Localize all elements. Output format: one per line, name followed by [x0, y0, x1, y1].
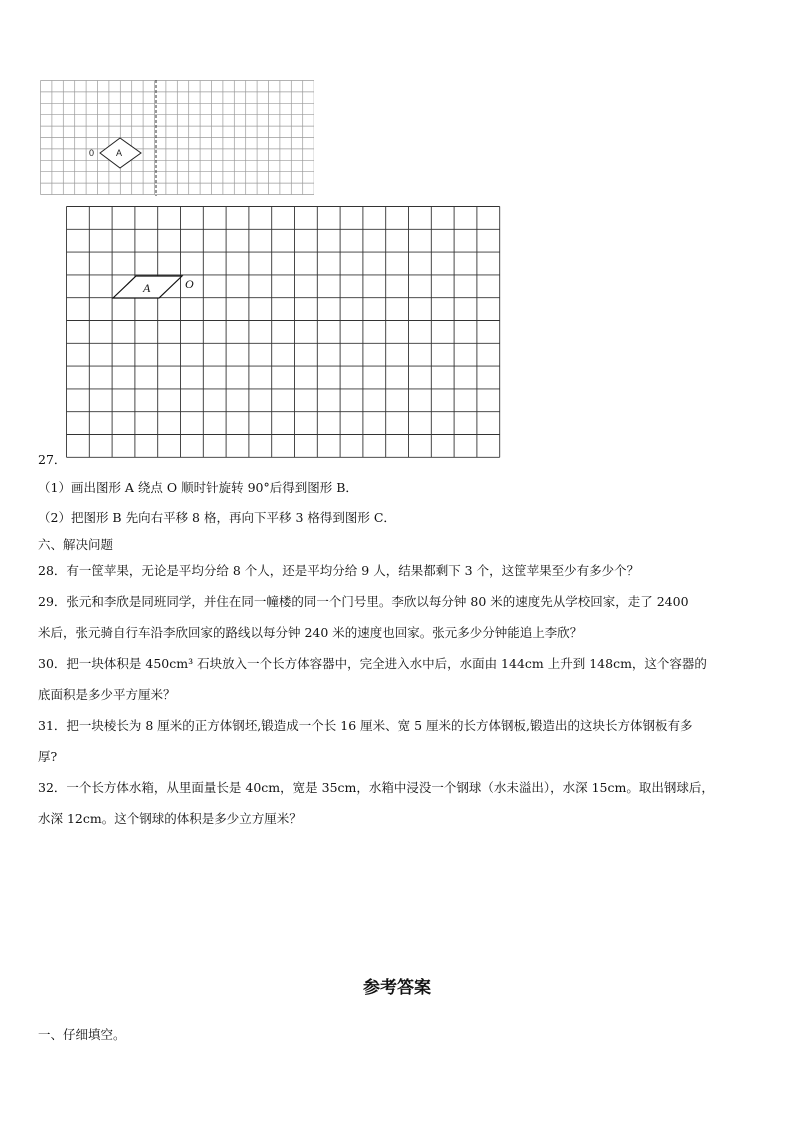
question-32-line2: 水深 12cm。这个钢球的体积是多少立方厘米？ [38, 811, 302, 826]
point-label-0: 0 [89, 148, 95, 158]
question-29-line2: 米后，张元骑自行车沿李欣回家的路线以每分钟 240 米的速度也回家。张元多少分钟能追上李欣？ [38, 625, 583, 640]
question-31-line1: 31．把一块棱长为 8 厘米的正方体钢坯,锻造成一个长 16 厘米、宽 5 厘米的长方体钢板,锻造出的这块长方体钢板有多 [38, 718, 693, 733]
question-27-part2: （2）把图形 B 先向右平移 8 格，再向下平移 3 格得到图形 C． [38, 510, 396, 525]
section-heading-fill-blanks: 一、仔细填空。 [38, 1027, 126, 1042]
answers-title: 参考答案 [363, 978, 431, 998]
point-label-o: O [185, 277, 194, 291]
question-30-line1: 30．把一块体积是 450cm³ 石块放入一个长方体容器中，完全进入水中后，水面由 144cm 上升到 148cm，这个容器的 [38, 656, 707, 671]
question-27-number: 27． [38, 452, 67, 467]
question-28: 28．有一筐苹果，无论是平均分给 8 个人，还是平均分给 9 人，结果都剩下 3 个，这筐苹果至少有多少个？ [38, 563, 640, 578]
question-29-line1: 29．张元和李欣是同班同学，并住在同一幢楼的同一个门号里。李欣以每分钟 80 米的速度先从学校回家，走了 2400 [38, 594, 689, 609]
shape-label-a: A [116, 148, 123, 158]
question-32-line1: 32．一个长方体水箱，从里面量长是 40cm，宽是 35cm，水箱中浸没一个钢球（水未溢出），水深 15cm。取出钢球后， [38, 780, 714, 795]
question-31-line2: 厚? [38, 749, 58, 764]
shape-label-a: A [143, 281, 151, 295]
section-heading-solve: 六、解决问题 [38, 537, 114, 552]
question-27-part1: （1）画出图形 A 绕点 O 顺时针旋转 90°后得到图形 B． [38, 480, 358, 495]
grid-figure-1 [40, 80, 314, 197]
question-30-line2: 底面积是多少平方厘米？ [38, 687, 176, 702]
grid-figure-2 [66, 206, 504, 464]
